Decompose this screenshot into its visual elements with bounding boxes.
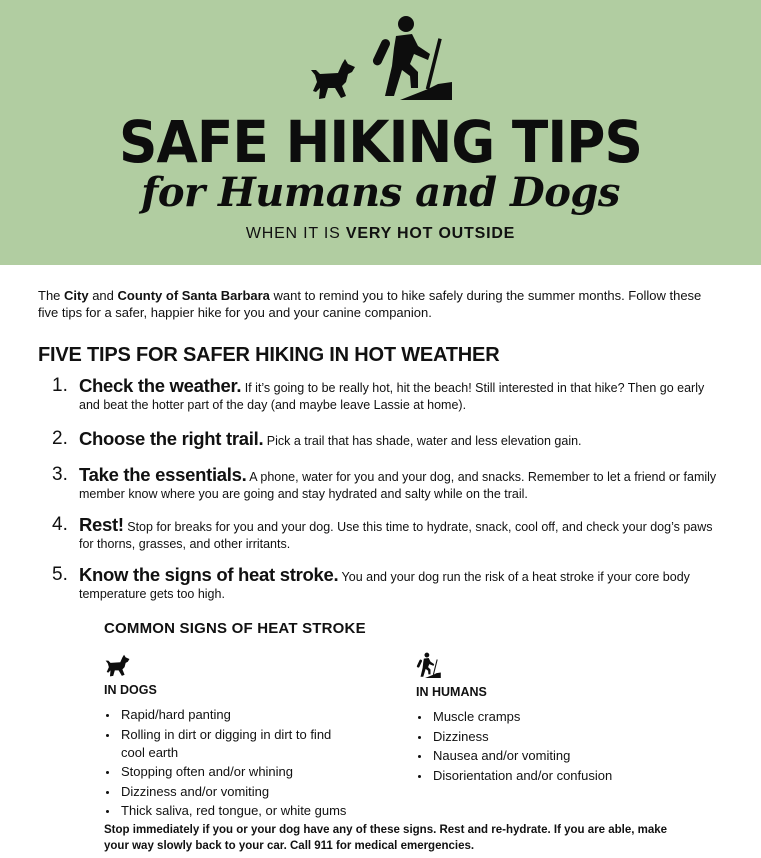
tip-number: 4.	[52, 514, 68, 535]
dogs-title: IN DOGS	[104, 683, 157, 697]
intro-text: The	[38, 288, 65, 303]
tip-item	[52, 514, 722, 553]
emergency-note: Stop immediately if you or your dog have any of these signs. Rest and re-hydrate. If you are able, make your way slowly back to your car. Call 911 for medical emergencies.	[104, 824, 668, 852]
tip-number: 1.	[52, 375, 68, 396]
intro-text: and	[88, 288, 118, 303]
tagline-bold: VERY HOT OUTSIDE	[345, 225, 516, 242]
list-item: Muscle cramps	[416, 708, 676, 726]
tip-number: 5.	[52, 564, 68, 585]
dog-walking-icon	[308, 56, 356, 100]
tip-body: If it’s going to be really hot, hit the beach! Still interested in that hike? Then go early and beat the hotter part of the day (and maybe leave Lassie at home).	[79, 381, 705, 412]
tagline	[0, 224, 761, 244]
tip-number: 2.	[52, 428, 68, 449]
list-item: Dizziness and/or vomiting	[104, 783, 354, 801]
tip-body: You and your dog run the risk of a heat stroke if your core body temperature gets too high.	[79, 570, 690, 601]
tip-title: Take the essentials.	[79, 464, 247, 485]
intro-text: want to remind you to hike safely during the summer months. Follow these five tips for a safer, happier hike for you and your canine companion.	[38, 288, 702, 320]
humans-title: IN HUMANS	[416, 685, 487, 699]
humans-signs-list	[416, 708, 676, 785]
tip-title: Rest!	[79, 514, 124, 535]
list-item: Dizziness	[416, 728, 676, 746]
tips-heading: FIVE TIPS FOR SAFER HIKING IN HOT WEATHER	[38, 344, 500, 366]
dog-icon	[104, 652, 130, 678]
signs-dogs-column	[104, 652, 384, 822]
intro-bold-city: City	[64, 288, 89, 303]
tip-item	[52, 375, 722, 414]
tip-item	[52, 428, 582, 450]
list-item: Thick saliva, red tongue, or white gums	[104, 802, 354, 820]
signs-humans-column	[416, 652, 696, 786]
header-banner	[0, 0, 761, 265]
tip-title: Choose the right trail.	[79, 428, 264, 449]
page-title: SAFE HIKING TIPS	[118, 108, 643, 176]
list-item: Stopping often and/or whining	[104, 763, 354, 781]
intro-paragraph	[38, 287, 718, 321]
list-item: Nausea and/or vomiting	[416, 747, 676, 765]
tip-body: Stop for breaks for you and your dog. Use this time to hydrate, snack, cool off, and check your dog’s paws for thorns, grasses, and other irritants.	[79, 520, 713, 551]
tip-body: Pick a trail that has shade, water and less elevation gain.	[266, 434, 582, 448]
tip-title: Know the signs of heat stroke.	[79, 564, 339, 585]
tip-item	[52, 464, 722, 503]
tip-title: Check the weather.	[79, 375, 242, 396]
tip-body: A phone, water for you and your dog, and snacks. Remember to let a friend or family member know where you are going and stay hydrated and salty while on the trail.	[79, 470, 717, 501]
page-subtitle: for Humans and Dogs	[141, 169, 620, 216]
list-item: Disorientation and/or confusion	[416, 767, 676, 785]
tagline-regular: WHEN IT IS	[245, 225, 346, 242]
signs-heading: COMMON SIGNS OF HEAT STROKE	[104, 620, 366, 637]
intro-bold-county: County of Santa Barbara	[117, 288, 270, 303]
hiker-climbing-icon	[372, 14, 454, 100]
tip-number: 3.	[52, 464, 68, 485]
list-item: Rapid/hard panting	[104, 706, 354, 724]
list-item: Rolling in dirt or digging in dirt to find cool earth	[104, 726, 354, 762]
hiker-icon	[416, 652, 442, 678]
dogs-signs-list	[104, 706, 354, 820]
hero-illustration	[0, 0, 761, 110]
tip-item	[52, 564, 722, 603]
